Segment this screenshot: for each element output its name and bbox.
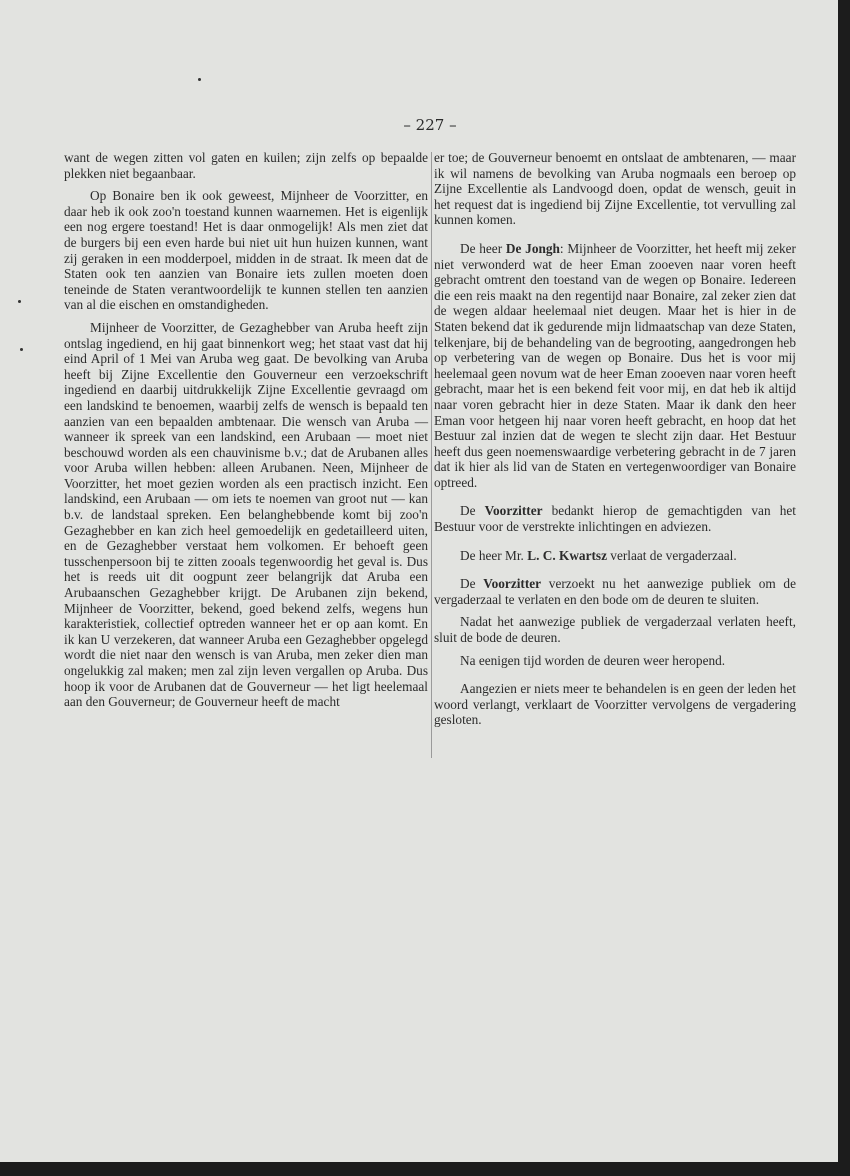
- ink-speck: [198, 78, 201, 81]
- ink-speck: [18, 300, 21, 303]
- ink-speck: [20, 348, 23, 351]
- right-paragraph-4: [434, 548, 796, 564]
- left-column: [64, 150, 428, 710]
- page-number: – 227 –: [403, 116, 457, 134]
- speaker-name: De Jongh: [505, 240, 560, 256]
- column-divider: [431, 152, 432, 758]
- right-paragraph-5: [434, 576, 796, 607]
- paragraph-text: verzoekt nu het aanwezige publiek om de vergaderzaal te verlaten en den bode om de deuren te sluiten.: [434, 576, 796, 607]
- paragraph-intro: De: [460, 576, 484, 592]
- speaker-name: Voorzitter: [484, 503, 543, 519]
- left-paragraph-2: Op Bonaire ben ik ook geweest, Mijnheer de Voorzitter, en daar heb ik ook zoo'n toestand kunnen waarnemen. Het is eigenlijk een nog ergere toestand! Het is daar onmogelijk! Als men ziet dat de burgers bij een even harde bui niet uit hun huizen kunnen, want zij geraken in een modderpoel, midden in de straat. Ik meen dat de Staten ook ten aanzien van Bonaire iets zullen moeten doen teneinde de Staten verantwoordelijk te kunnen stellen ten aanzien van al die eischen en omstandigheden.: [64, 188, 428, 313]
- right-paragraph-2: [434, 241, 796, 491]
- speech-intro: De heer: [460, 240, 506, 256]
- left-paragraph-3: Mijnheer de Voorzitter, de Gezaghebber van Aruba heeft zijn ontslag ingediend, en hij gaat binnenkort weg; het staat vast dat hij eind April of 1 Mei van Aruba weg gaat. De bevolking van Aruba heeft bij Zijne Excellentie den Gouverneur een verzoekschrift ingediend en daarbij uitdrukkelijk Zijne Excellentie gevraagd om een landskind te benoemen, waarbij zelfs de wensch is bepaald ten aanzien van een bepaalden ambtenaar. Die wensch van Aruba — wanneer ik spreek van een landskind, een Arubaan — moet niet beschouwd worden als een chauvinisme b.v.; dat de Arubanen alles voor Aruba willen hebben: alleen Arubanen. Neen, Mijnheer de Voorzitter, het moet gezien worden als een practisch inzicht. Een landskind, een Arubaan — om iets te noemen van groot nut — kan b.v. de landstaal spreken. Een belanghebbende komt bij zoo'n Gezaghebber en kan zich heel gemoedelijk en gedetailleerd uiten, en de Gezaghebber verstaat hem volkomen. Er behoeft geen tusschenpersoon bij te zitten zooals tegenwoordig het geval is. Dus het is reeds uit dit oogpunt zeer belangrijk dat Aruba een Arubaanschen Gezaghebber krijgt. De Arubanen zijn bekend, Mijnheer de Voorzitter, bekend, goed bekend zelfs, wegens hun karakteristiek, collectief optreden wanneer het er op aan komt. En ik kan U verzekeren, dat wanneer Aruba een Gezaghebber opgelegd wordt die niet naar den wensch is van Aruba, men zeker dien man ongelukkig zal maken; men zal zijn leven vergallen op Aruba. Dus hoop ik voor de Arubanen dat de Gouverneur — het ligt heelemaal aan den Gouverneur; de Gouverneur heeft de macht: [64, 319, 428, 710]
- right-paragraph-7: Na eenigen tijd worden de deuren weer heropend.: [460, 652, 726, 668]
- speaker-name: Voorzitter: [483, 576, 542, 592]
- paragraph-intro: De heer Mr.: [460, 547, 528, 563]
- right-paragraph-3: [434, 503, 796, 534]
- right-column: [434, 150, 796, 728]
- paragraph-text: bedankt hierop de gemachtigden van het Bestuur voor de verstrekte inlichtingen en adviezen.: [434, 503, 796, 535]
- paragraph-intro: De: [460, 503, 485, 519]
- right-paragraph-8: Aangezien er niets meer te behandelen is en geen der leden het woord verlangt, verklaart de Voorzitter vervolgens de vergadering gesloten.: [434, 681, 796, 728]
- left-paragraph-1: want de wegen zitten vol gaten en kuilen; zijn zelfs op bepaalde plekken niet begaanbaar.: [64, 150, 428, 181]
- paragraph-text: verlaat de vergaderzaal.: [606, 547, 737, 563]
- speech-text: : Mijnheer de Voorzitter, het heeft mij zeker niet verwonderd wat de heer Eman zooeven naar voren heeft gebracht omtrent den toestand van de wegen op Bonaire. Iedereen die een reis maakt na den regentijd naar Bonaire, zal zeker zien dat de wegen aldaar heelemaal niet deugen. Maar het is hier in de Staten bekend dat ik gedurende mijn lidmaatschap van deze Staten, telkenjare, bij de behandeling van de begrooting, aangedrongen heb op verbetering van de wegen op Bonaire. Dus het is voor mij heelemaal geen novum wat de heer Eman zooeven naar voren heeft gebracht, maar het is een bekend feit voor mij, en dat heb ik altijd naar voren gebracht hier in deze Staten. Maar ik dank den heer Eman voor hetgeen hij naar voren heeft gebracht, en hoop dat het Bestuur zal inzien dat de wegen te slecht zijn daar. Het Bestuur heeft dus geen noemenswaardige verbetering gebracht in de 7 jaren dat ik hier als lid van de Staten en vertegenwoordiger van Bonaire optreed.: [434, 240, 796, 490]
- right-paragraph-6: Nadat het aanwezige publiek de vergaderzaal verlaten heeft, sluit de bode de deuren.: [434, 614, 796, 646]
- member-name: L. C. Kwartsz: [527, 547, 607, 563]
- right-paragraph-1: er toe; de Gouverneur benoemt en ontslaat de ambtenaren, — maar ik wil namens de bevolking van Aruba nogmaals een beroep op Zijne Excellentie als Landvoogd doen, opdat de wensch, geuit in het request dat is ingediend bij Zijne Excellentie, tot vervulling zal kunnen komen.: [434, 150, 796, 228]
